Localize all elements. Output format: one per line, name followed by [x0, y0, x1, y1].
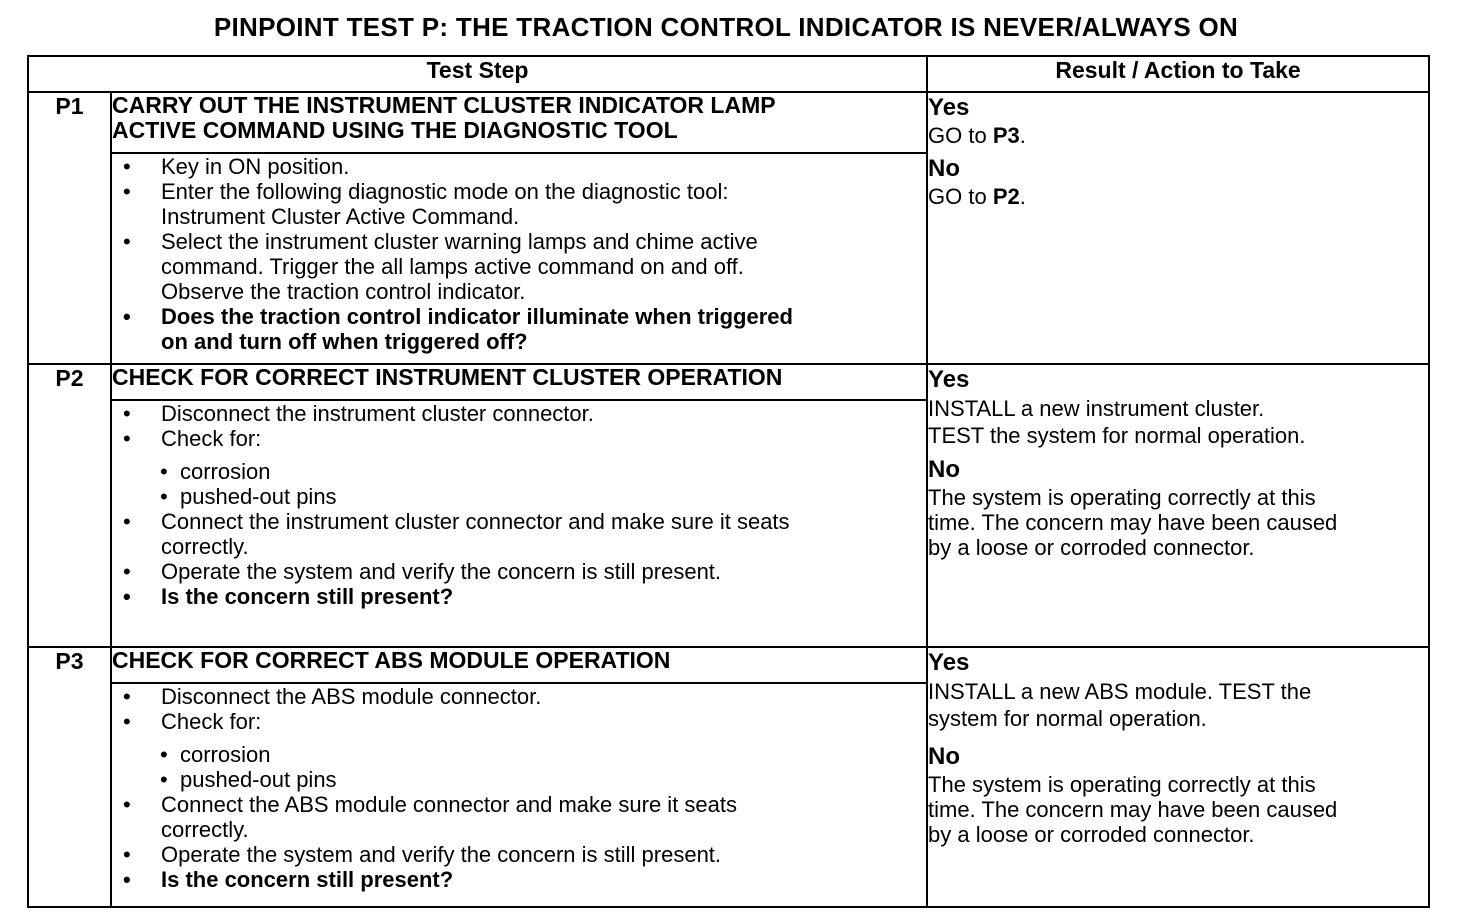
list-item: • Does the traction control indicator illuminate when triggered on and turn off when triggered off? [123, 304, 926, 354]
p3-title-row [28, 647, 1429, 683]
p1-yes-period: . [1019, 123, 1026, 148]
p3-no-label: No [928, 743, 961, 770]
sub-list-item: • corrosion [160, 459, 926, 484]
p1-code: P1 [28, 92, 111, 364]
p2-no-label: No [928, 456, 961, 483]
p2-yes-label: Yes [928, 366, 970, 393]
p1-no-prefix: GO to [928, 184, 993, 209]
p1-yes-action [928, 123, 1428, 148]
p1-title-row [28, 92, 1429, 153]
list-item: • Disconnect the ABS module connector. [123, 684, 926, 709]
p2-result [927, 364, 1429, 647]
p3-title: CHECK FOR CORRECT ABS MODULE OPERATION [111, 647, 927, 683]
p2-steps [111, 400, 927, 647]
p2-no-line3: by a loose or corroded connector. [928, 535, 1255, 560]
p3-code: P3 [28, 647, 111, 907]
p1-no-period: . [1019, 184, 1026, 209]
list-item: • Select the instrument cluster warning lamps and chime active command. Trigger the all lamps active command on and off. Observe the traction control indicator. [123, 229, 926, 304]
list-item: • Connect the ABS module connector and make sure it seats correctly. [123, 792, 926, 842]
p1-title-line1: CARRY OUT THE INSTRUMENT CLUSTER INDICATOR LAMP [112, 92, 776, 118]
p3-result [927, 647, 1429, 907]
list-item: • Disconnect the instrument cluster connector. [123, 401, 926, 426]
p1-yes-target: P3 [992, 123, 1020, 148]
p2-title-row [28, 364, 1429, 400]
list-item: • Operate the system and verify the concern is still present. [123, 559, 926, 584]
list-item: • Is the concern still present? [123, 867, 926, 892]
p3-no-line2: time. The concern may have been caused [928, 797, 1338, 822]
list-item: • Enter the following diagnostic mode on the diagnostic tool: Instrument Cluster Active Command. [123, 179, 926, 229]
list-item: • Connect the instrument cluster connector and make sure it seats correctly. [123, 509, 926, 559]
list-item: • Check for: • corrosion • pushed-out pins [123, 426, 926, 509]
p2-title: CHECK FOR CORRECT INSTRUMENT CLUSTER OPERATION [111, 364, 927, 400]
p2-no-line2: time. The concern may have been caused [928, 510, 1338, 535]
header-test-step: Test Step [28, 56, 927, 92]
list-item: • Is the concern still present? [123, 584, 926, 609]
p3-no-line1: The system is operating correctly at this [928, 772, 1316, 797]
p3-steps [111, 683, 927, 907]
p1-no-label: No [928, 155, 961, 182]
p3-yes-label: Yes [928, 649, 970, 676]
p1-result [927, 92, 1429, 364]
table-header-row [28, 56, 1429, 92]
p1-no-target: P2 [992, 184, 1020, 209]
sub-list-item: • corrosion [160, 742, 926, 767]
page-title: PINPOINT TEST P: THE TRACTION CONTROL INDICATOR IS NEVER/ALWAYS ON [213, 12, 1239, 42]
p2-yes-line2: TEST the system for normal operation. [928, 423, 1306, 448]
sub-list-item: • pushed-out pins [160, 767, 926, 792]
p3-yes-line2: system for normal operation. [928, 706, 1207, 731]
p2-code: P2 [28, 364, 111, 647]
p2-no-line1: The system is operating correctly at this [928, 485, 1316, 510]
p2-yes-line1: INSTALL a new instrument cluster. [928, 396, 1265, 421]
list-item: • Key in ON position. [123, 154, 926, 179]
p3-yes-line1: INSTALL a new ABS module. TEST the [928, 679, 1312, 704]
header-result: Result / Action to Take [927, 56, 1429, 92]
p1-title-line2: ACTIVE COMMAND USING THE DIAGNOSTIC TOOL [112, 117, 678, 143]
pinpoint-table [27, 55, 1430, 908]
p1-no-action [928, 184, 1428, 209]
list-item: • Check for: • corrosion • pushed-out pins [123, 709, 926, 792]
list-item: • Operate the system and verify the concern is still present. [123, 842, 926, 867]
p1-yes-prefix: GO to [928, 123, 993, 148]
p1-yes-label: Yes [928, 94, 970, 121]
p1-title [111, 92, 927, 153]
p3-no-line3: by a loose or corroded connector. [928, 822, 1255, 847]
p1-steps [111, 153, 927, 364]
sub-list-item: • pushed-out pins [160, 484, 926, 509]
